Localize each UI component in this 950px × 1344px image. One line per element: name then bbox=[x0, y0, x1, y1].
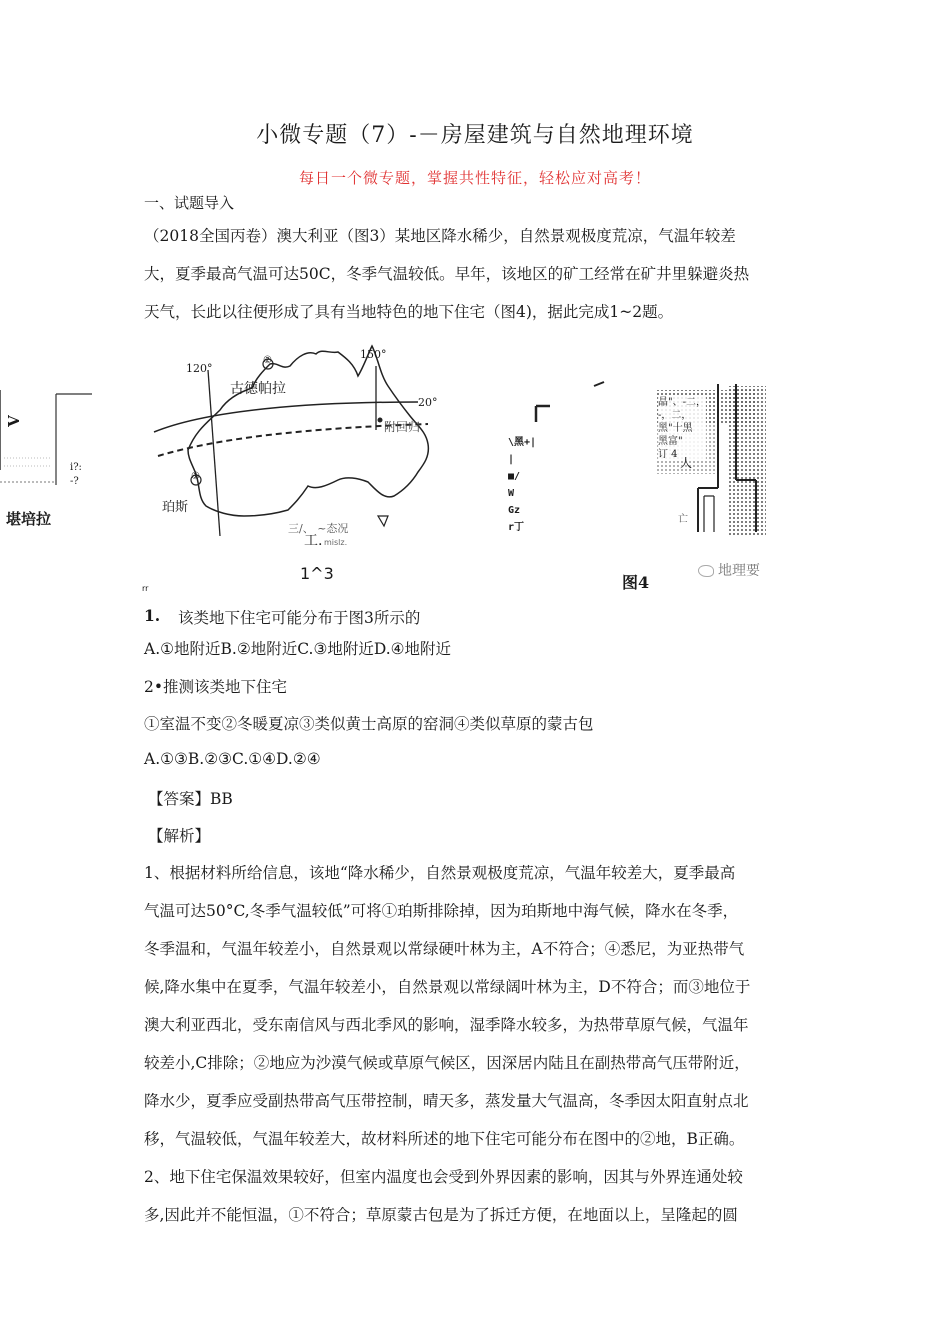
intro-line-1: （2018全国丙卷）澳大利亚（图3）某地区降水稀少，自然景观极度荒凉，气温年较差 bbox=[144, 227, 736, 245]
watermark-text: 地理要 bbox=[718, 563, 760, 579]
lon-150-label: 150° bbox=[360, 348, 387, 361]
analysis1-line-1: 1、根据材料所给信息，该地“降水稀少，自然景观极度荒凉，气温年较差大，夏季最高 bbox=[144, 864, 736, 882]
figure-4-caption: 图4 bbox=[622, 573, 650, 592]
analysis1-line-2: 气温可达50°C,冬季气温较低”可将①珀斯排除掉，因为珀斯地中海气候，降水在冬季， bbox=[144, 902, 739, 920]
city-gudepala: 古德帕拉 bbox=[230, 381, 286, 397]
analysis1-line-5: 澳大利亚西北，受东南信风与西北季风的影响，湿季降水较多，为热带草原气候，气温年 bbox=[144, 1016, 749, 1034]
left-label-4: W bbox=[508, 488, 515, 499]
marker-1: ① bbox=[191, 471, 200, 482]
page-subtitle: 每日一个微专题，掌握共性特征，轻松应对高考！ bbox=[298, 169, 651, 187]
q1-options: A.①地附近B.②地附近C.③地附近D.④地附近 bbox=[144, 640, 452, 658]
side-v-mark: V bbox=[4, 415, 23, 427]
tiny-mark: rr bbox=[142, 584, 149, 593]
left-label-5: Gz bbox=[508, 505, 521, 516]
analysis2-line-1: 2、地下住宅保温效果较好，但室内温度也会受到外界因素的影响，因其与外界连通处较 bbox=[144, 1168, 743, 1186]
city-fuhuihui: 附回归 bbox=[384, 420, 421, 434]
side-mark-2: -? bbox=[70, 476, 79, 487]
analysis1-line-4: 候,降水集中在夏季，气温年较差小，自然景观以常绿阔叶林为主，D不符合；而③地位于 bbox=[144, 978, 751, 996]
answer: 【答案】BB bbox=[148, 790, 233, 808]
analysis1-line-8: 移，气温较低，气温年较差大，故材料所述的地下住宅可能分布在图中的②地，B正确。 bbox=[144, 1130, 745, 1148]
watermark-icon bbox=[698, 565, 714, 577]
q1-number: 1. bbox=[144, 606, 161, 625]
q2-stem: 2•推测该类地下住宅 bbox=[144, 678, 288, 696]
section-heading: 一、试题导入 bbox=[144, 194, 235, 212]
marker-2: ② bbox=[263, 355, 272, 366]
figure-4-small-mark: 亡 bbox=[678, 514, 688, 525]
legend-small: mislz. bbox=[324, 538, 348, 547]
q1-stem: 该类地下住宅可能分布于图3所示的 bbox=[178, 609, 421, 627]
inner-label-5: 订 4 bbox=[658, 449, 678, 460]
lon-120-label: 120° bbox=[186, 362, 213, 375]
inner-label-4: 黑富" bbox=[658, 436, 683, 447]
intro-line-3: 天气，长此以往便形成了具有当地特色的地下住宅（图4)，据此完成1~2题。 bbox=[144, 303, 674, 321]
side-inset bbox=[0, 390, 100, 540]
lat-20-label: 20° bbox=[418, 396, 438, 409]
figure-4-left-labels bbox=[508, 434, 536, 536]
side-mark: i?: bbox=[70, 462, 82, 473]
figure-3-map bbox=[142, 340, 448, 593]
analysis1-line-6: 较差小,C排除；②地应为沙漠气候或草原气候区，因深居内陆且在副热带高气压带附近， bbox=[144, 1054, 750, 1072]
inner-label-2: -，二， bbox=[658, 410, 692, 421]
left-label-1: \黑+| bbox=[508, 437, 537, 448]
side-inset-drawing bbox=[0, 390, 100, 490]
inner-label-1: 晶"、-二， bbox=[658, 397, 706, 408]
analysis2-line-2: 多,因此并不能恒温，①不符合；草原蒙古包是为了拆迁方便，在地面以上，呈隆起的圆 bbox=[144, 1206, 738, 1224]
legend-text-2: 工. bbox=[304, 533, 323, 549]
page-title: 小微专题（7）-－房屋建筑与自然地理环境 bbox=[256, 123, 694, 148]
analysis-title: 【解析】 bbox=[148, 827, 211, 845]
watermark bbox=[698, 560, 760, 580]
intro-line-2: 大，夏季最高气温可达50C，冬季气温较低。早年，该地区的矿工经常在矿井里躲避炎热 bbox=[144, 265, 750, 283]
figure-3-caption: 1^3 bbox=[300, 564, 334, 583]
q2-options: A.①③B.②③C.①④D.②④ bbox=[144, 750, 321, 768]
inner-label-3: 黑"十黑 bbox=[658, 423, 693, 434]
canberra-label: 堪培拉 bbox=[6, 510, 52, 528]
figure-4-diagram bbox=[508, 380, 808, 590]
q2-items: ①室温不变②冬暖夏凉③类似黄士高原的窑洞④类似草原的蒙古包 bbox=[144, 715, 594, 733]
analysis1-line-7: 降水少，夏季应受副热带高气压带控制，晴天多，蒸发量大气温高，冬季因太阳直射点北 bbox=[144, 1092, 749, 1110]
inner-label-6: 人 bbox=[680, 456, 693, 470]
left-label-6: r丁 bbox=[508, 522, 525, 533]
legend-text: 三/、 ~态况 bbox=[288, 522, 349, 535]
analysis1-line-3: 冬季温和，气温年较差小，自然景观以常绿硬叶林为主，A不符合；④悉尼，为亚热带气 bbox=[144, 940, 745, 958]
left-label-2: | bbox=[508, 454, 515, 465]
figure-4-inner-labels bbox=[658, 396, 706, 461]
city-bosi: 珀斯 bbox=[162, 500, 189, 515]
left-label-3: ■/ bbox=[508, 471, 521, 482]
